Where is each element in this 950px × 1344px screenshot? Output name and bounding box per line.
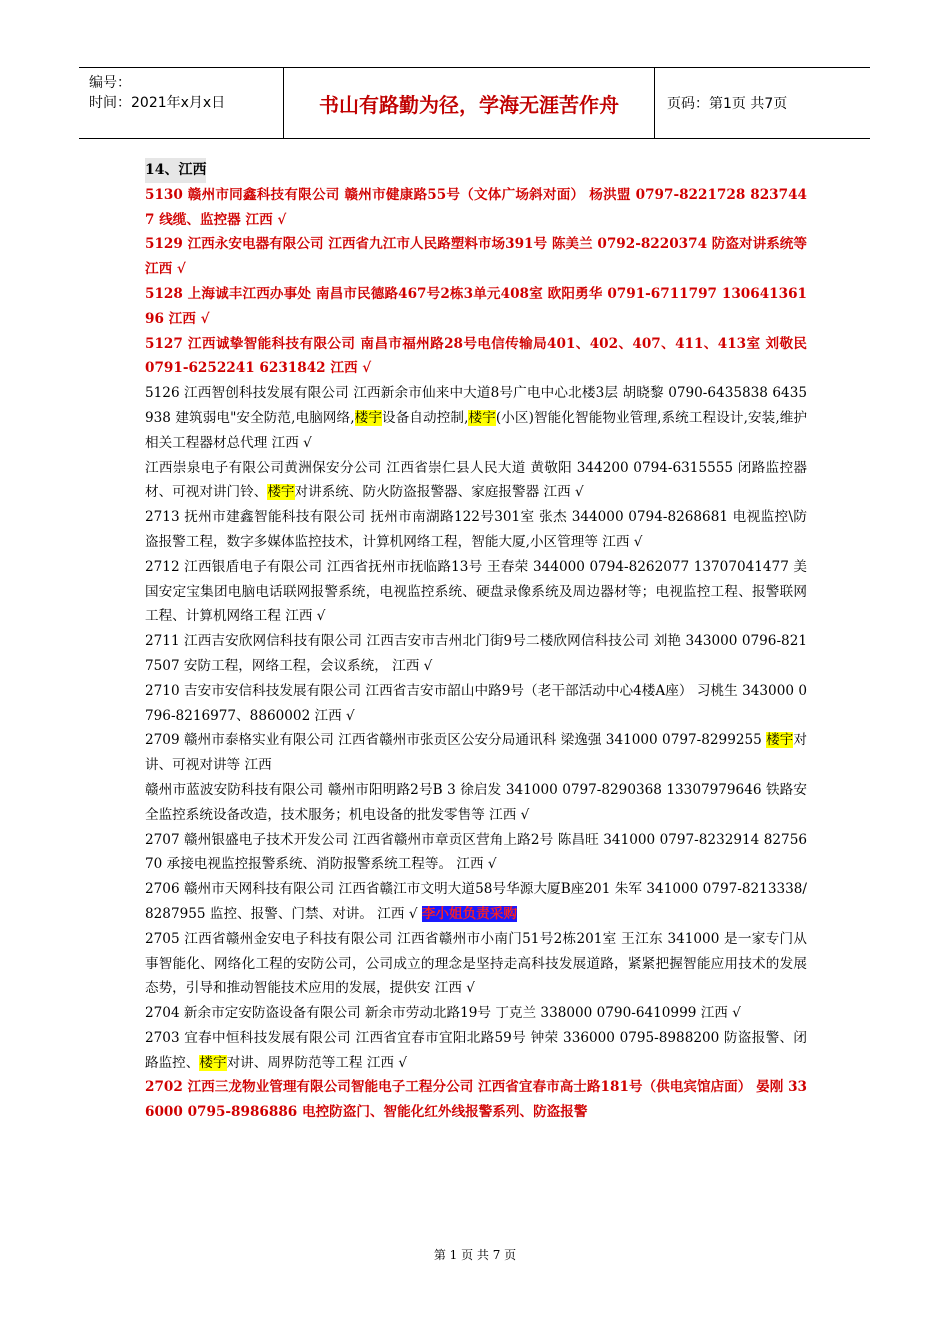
- header-page-code: 页码：第1页 共7页: [667, 96, 788, 112]
- page-footer: 第 1 页 共 7 页: [433, 1248, 517, 1262]
- header-meta: [79, 68, 283, 138]
- company-entry: [145, 877, 807, 927]
- company-entry: [145, 282, 807, 332]
- entry-text: 江西崇泉电子有限公司黄洲保安分公司 江西省崇仁县人民大道 黄敬阳 344200 0794-6315555 闭路监控器材、可视对讲门铃、: [145, 459, 807, 501]
- entry-text: 5127 江西诚挚智能科技有限公司 南昌市福州路28号电信传输局401、402、407、411、413室 刘敬民 0791-6252241 6231842 江西 √: [145, 335, 807, 377]
- entry-text: (小区)智能化智能物业管理,系统工程设计,安装,维护相关工程器材总代理 江西 √: [145, 409, 808, 451]
- entry-list: [145, 183, 807, 1125]
- entry-text: 2710 吉安市安信科技发展有限公司 江西省吉安市韶山中路9号（老干部活动中心4楼A座） 习桃生 343000 0796-8216977、8860002 江西 √: [145, 682, 807, 724]
- entry-text: 2703 宜春中恒科技发展有限公司 江西省宜春市宜阳北路59号 钟荣 336000 0795-8988200 防盗报警、闭路监控、: [145, 1029, 807, 1071]
- entry-text: 5129 江西永安电器有限公司 江西省九江市人民路塑料市场391号 陈美兰 0792-8220374 防盗对讲系统等 江西 √: [145, 236, 807, 278]
- company-entry: [145, 232, 807, 282]
- document-body: [145, 158, 807, 1125]
- company-entry: [145, 1026, 807, 1076]
- company-entry: [145, 505, 807, 555]
- company-entry: [145, 778, 807, 828]
- entry-text: 对讲、可视对讲等 江西: [145, 732, 807, 774]
- entry-text: 2706 赣州市天网科技有限公司 江西省赣江市文明大道58号华源大厦B座201 朱军 341000 0797-8213338/8287955 监控、报警、门禁、对讲。 江西 √: [145, 881, 807, 922]
- section-title-wrapper: [145, 158, 807, 183]
- highlighted-keyword: 楼宇: [199, 1054, 227, 1071]
- highlighted-keyword: 楼宇: [468, 409, 496, 426]
- entry-text: 5128 上海诚丰江西办事处 南昌市民德路467号2栋3单元408室 欧阳勇华 0791-6711797 13064136196 江西 √: [145, 285, 807, 327]
- entry-text: 2705 江西省赣州金安电子科技有限公司 江西省赣州市小南门51号2栋201室 王江东 341000 是一家专门从事智能化、网络化工程的安防公司，公司成立的理念是坚持走高科技发展道路，紧紧把握智能应用技术的发展态势，引导和推动智能技术应用的发展，提供安 江西 √: [145, 930, 807, 997]
- entry-text: 设备自动控制,: [382, 409, 469, 426]
- company-entry: [145, 629, 807, 679]
- company-entry: [145, 1075, 807, 1125]
- entry-text: 2704 新余市定安防盗设备有限公司 新余市劳动北路19号 丁克兰 338000 0790-6410999 江西 √: [145, 1005, 741, 1022]
- entry-text: 2709 赣州市泰格实业有限公司 江西省赣州市张贡区公安分局通讯科 梁逸强 341000 0797-8299255: [145, 732, 767, 749]
- entry-text: 赣州市蓝波安防科技有限公司 赣州市阳明路2号B 3 徐启发 341000 0797-8290368 13307979646 铁路安全监控系统设备改造，技术服务；机电设备的批发零售等 江西 √: [145, 781, 807, 823]
- highlighted-keyword: 楼宇: [267, 484, 295, 501]
- entry-text: 2713 抚州市建鑫智能科技有限公司 抚州市南湖路122号301室 张杰 344000 0794-8268681 电视监控\防盗报警工程，数字多媒体监控技术，计算机网络工程，智能大厦,小区管理等 江西 √: [145, 509, 807, 550]
- header-motto: 书山有路勤为径，学海无涯苦作舟: [283, 68, 655, 138]
- entry-text: 2712 江西银盾电子有限公司 江西省抚州市抚临路13号 王春荣 344000 0794-8262077 13707041477 美国安定宝集团电脑电话联网报警系统，电视监控系统、硬盘录像系统及周边器材等；电视监控工程、报警联网工程、计算机网络工程 江西 √: [145, 558, 807, 625]
- entry-text: 2702 江西三龙物业管理有限公司智能电子工程分公司 江西省宜春市高士路181号（供电宾馆店面） 晏刚 336000 0795-8986886 电控防盗门、智能化红外线报警系列、防盗报警: [145, 1079, 807, 1121]
- company-entry: [145, 183, 807, 233]
- entry-text: 5126 江西智创科技发展有限公司 江西新余市仙来中大道8号广电中心北楼3层 胡晓黎 0790-6435838 6435938 建筑弱电"安全防范,电脑网络,: [145, 385, 807, 426]
- highlighted-keyword: 楼宇: [766, 732, 794, 749]
- document-date-label: 时间：2021年x月x日: [89, 95, 226, 111]
- purchase-note: 李小姐负责采购: [421, 905, 517, 922]
- page-header: [79, 67, 870, 139]
- company-entry: [145, 1001, 807, 1026]
- document-number-label: 编号：: [89, 75, 131, 91]
- section-title: 14、江西: [145, 158, 206, 183]
- entry-text: 对讲系统、防火防盗报警器、家庭报警器 江西 √: [294, 484, 584, 501]
- entry-text: 5130 赣州市同鑫科技有限公司 赣州市健康路55号（文体广场斜对面） 杨洪盟 0797-8221728 8237447 线缆、监控器 江西 √: [145, 186, 807, 228]
- company-entry: [145, 927, 807, 1001]
- company-entry: [145, 679, 807, 729]
- company-entry: [145, 456, 807, 506]
- entry-text: 2711 江西吉安欣网信科技有限公司 江西吉安市吉州北门街9号二楼欣网信科技公司 刘艳 343000 0796-8217507 安防工程，网络工程，会议系统， 江西 √: [145, 633, 807, 674]
- company-entry: [145, 728, 807, 778]
- company-entry: [145, 555, 807, 629]
- entry-text: 2707 赣州银盛电子技术开发公司 江西省赣州市章贡区营角上路2号 陈昌旺 341000 0797-8232914 8275670 承接电视监控报警系统、消防报警系统工程等。 江西 √: [145, 831, 807, 873]
- highlighted-keyword: 楼宇: [354, 409, 383, 426]
- company-entry: [145, 381, 807, 455]
- entry-text: 对讲、周界防范等工程 江西 √: [226, 1054, 407, 1071]
- company-entry: [145, 332, 807, 382]
- company-entry: [145, 828, 807, 878]
